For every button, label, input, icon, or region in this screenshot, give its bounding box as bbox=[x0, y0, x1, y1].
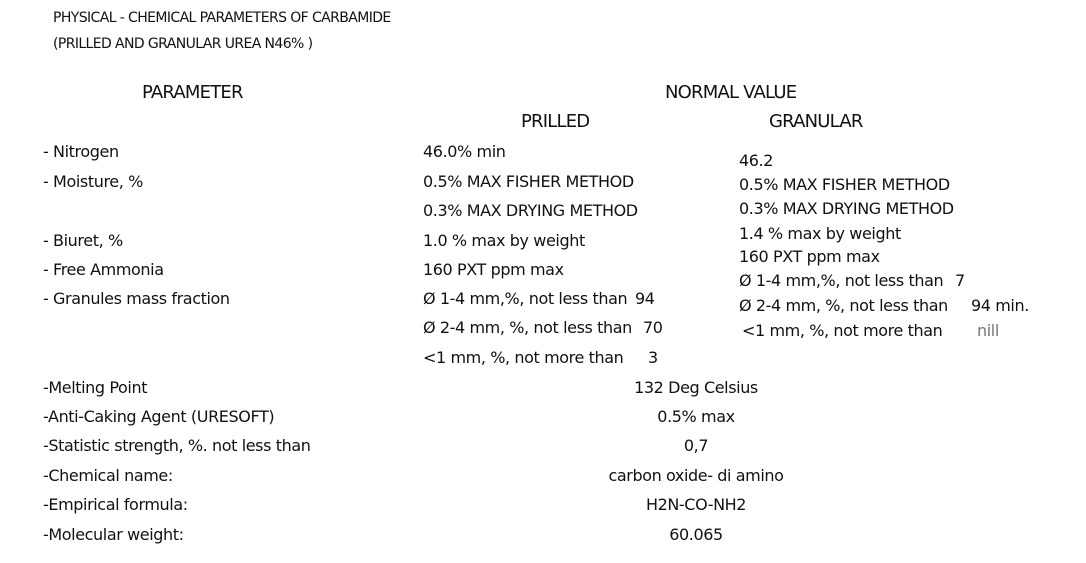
granular-number: 94 min. bbox=[971, 296, 1029, 315]
granular-value: 160 PXT ppm max bbox=[739, 247, 880, 266]
prilled-value: 46.0% min bbox=[423, 142, 506, 161]
common-parameter-value: 0,7 bbox=[683, 436, 709, 455]
granular-number: nill bbox=[977, 321, 999, 340]
common-parameter-label: -Anti-Caking Agent (URESOFT) bbox=[43, 407, 275, 426]
granular-number: 7 bbox=[955, 271, 965, 290]
prilled-number: 3 bbox=[648, 348, 658, 367]
common-parameter-label: -Empirical formula: bbox=[43, 495, 188, 514]
prilled-header: PRILLED bbox=[521, 111, 590, 132]
parameter-label: - Moisture, % bbox=[43, 172, 143, 191]
granular-value: 0.5% MAX FISHER METHOD bbox=[739, 175, 950, 194]
granular-value: Ø 1-4 mm,%, not less than bbox=[739, 271, 944, 290]
common-parameter-value: carbon oxide- di amino bbox=[608, 466, 784, 485]
common-parameter-label: -Molecular weight: bbox=[43, 525, 184, 544]
common-parameter-value: 60.065 bbox=[669, 525, 723, 544]
parameter-label: - Granules mass fraction bbox=[43, 289, 230, 308]
common-parameter-value: 0.5% max bbox=[657, 407, 735, 426]
prilled-value: Ø 2-4 mm, %, not less than bbox=[423, 318, 632, 337]
common-parameter-value: 132 Deg Celsius bbox=[634, 378, 758, 397]
prilled-value: 0.5% MAX FISHER METHOD bbox=[423, 172, 634, 191]
granular-header: GRANULAR bbox=[769, 111, 863, 132]
prilled-value: Ø 1-4 mm,%, not less than bbox=[423, 289, 628, 308]
granular-value: Ø 2-4 mm, %, not less than bbox=[739, 296, 948, 315]
parameter-label: - Free Ammonia bbox=[43, 260, 164, 279]
normal-value-header: NORMAL VALUE bbox=[665, 82, 797, 103]
granular-value: 46.2 bbox=[739, 151, 774, 170]
document-title-line-1: PHYSICAL - CHEMICAL PARAMETERS OF CARBAMIDE bbox=[53, 10, 391, 26]
granular-value: 0.3% MAX DRYING METHOD bbox=[739, 199, 954, 218]
parameter-header: PARAMETER bbox=[142, 82, 243, 103]
common-parameter-label: -Melting Point bbox=[43, 378, 148, 397]
prilled-value: 160 PXT ppm max bbox=[423, 260, 564, 279]
common-parameter-label: -Chemical name: bbox=[43, 466, 173, 485]
common-parameter-value: H2N-CO-NH2 bbox=[645, 495, 747, 514]
document-title-line-2: (PRILLED AND GRANULAR UREA N46% ) bbox=[53, 36, 313, 52]
parameter-label: - Biuret, % bbox=[43, 231, 123, 250]
prilled-value: <1 mm, %, not more than bbox=[423, 348, 624, 367]
parameter-label: - Nitrogen bbox=[43, 142, 119, 161]
granular-value: <1 mm, %, not more than bbox=[742, 321, 943, 340]
common-parameter-label: -Statistic strength, %. not less than bbox=[43, 436, 311, 455]
prilled-number: 70 bbox=[643, 318, 663, 337]
prilled-value: 0.3% MAX DRYING METHOD bbox=[423, 201, 638, 220]
prilled-number: 94 bbox=[635, 289, 655, 308]
prilled-value: 1.0 % max by weight bbox=[423, 231, 585, 250]
granular-value: 1.4 % max by weight bbox=[739, 224, 901, 243]
